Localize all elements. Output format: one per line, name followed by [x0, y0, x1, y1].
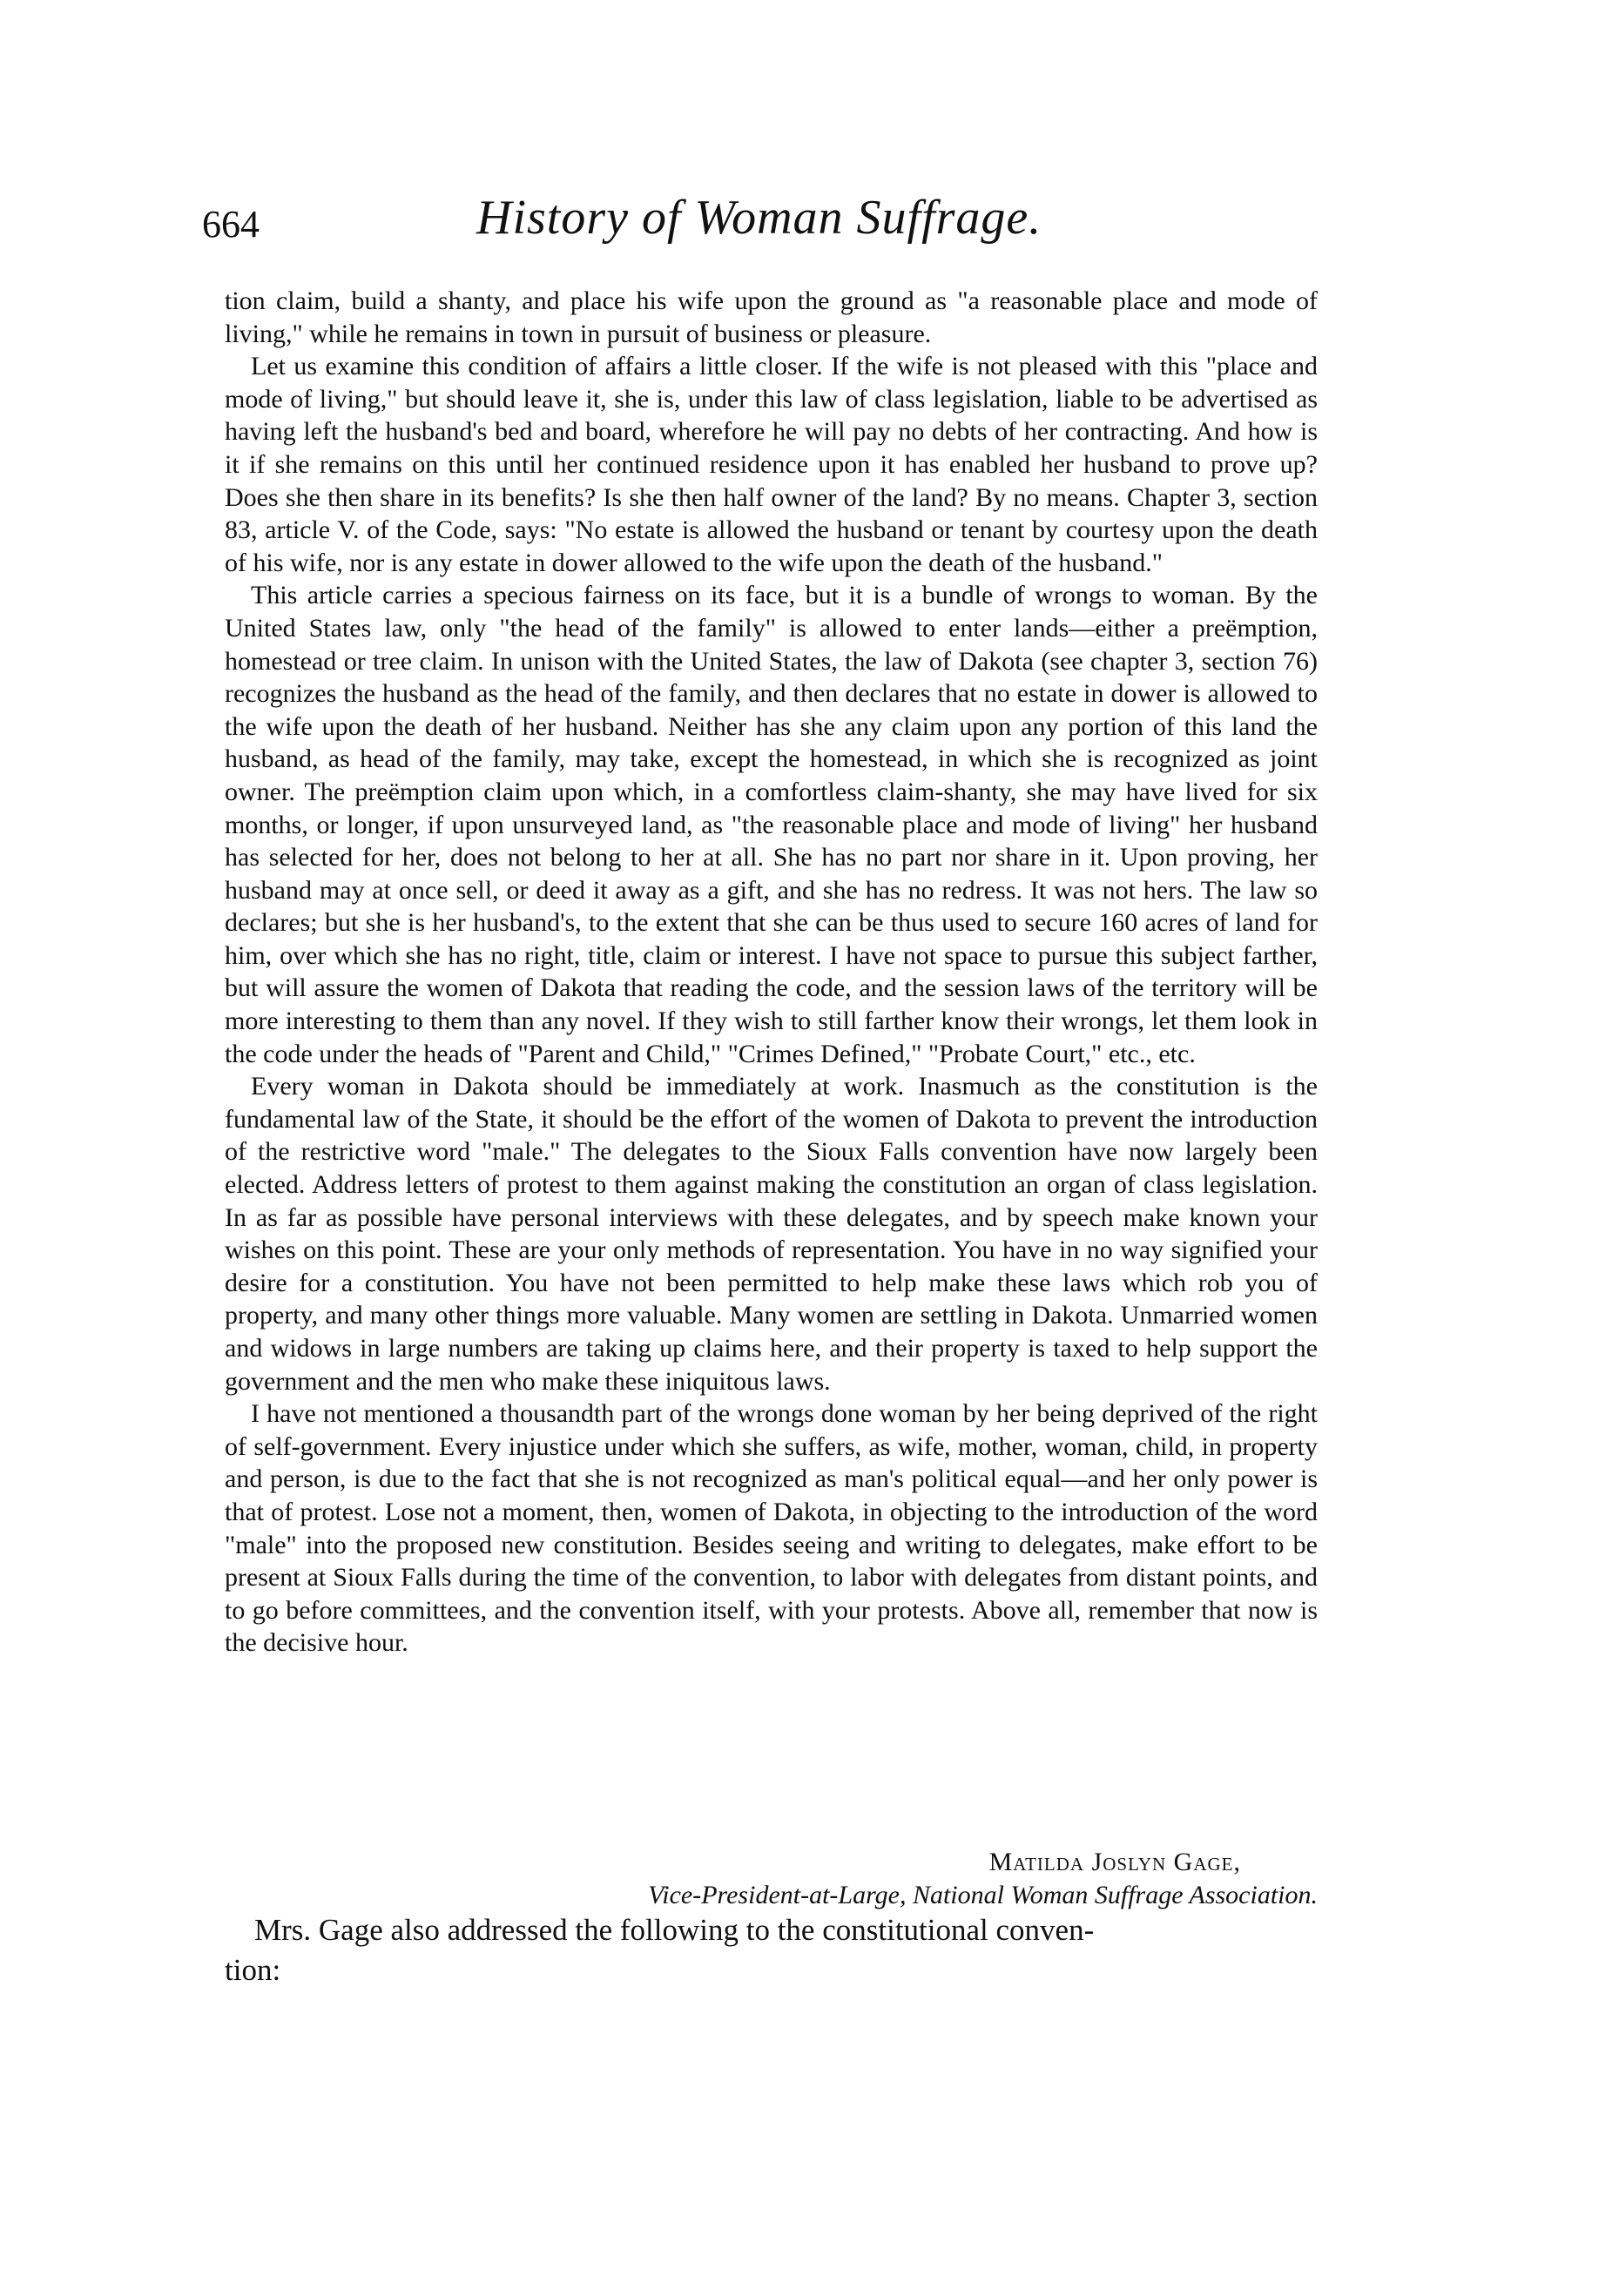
body-text: [225, 285, 1318, 1660]
closing-line-2: tion:: [225, 1953, 281, 1987]
paragraph-5: I have not mentioned a thousandth part of the wrongs done woman by her being deprived of the right of self-government. Every injustice under which she suffers, as wife, mother, woman, child, in property and person, is due to the fact that she is not recognized as man's political equal—and her only power is that of protest. Lose not a moment, then, women of Dakota, in objecting to the introduction of the word "male" into the proposed new constitution. Besides seeing and writing to delegates, make effort to be present at Sioux Falls during the time of the convention, to labor with delegates from distant points, and to go before committees, and the convention itself, with your protests. Above all, remember that now is the decisive hour.: [225, 1399, 1318, 1658]
paragraph-1: tion claim, build a shanty, and place his wife upon the ground as "a reasonable place and mode of living," while he remains in town in pursuit of business or pleasure.: [225, 286, 1318, 348]
running-title: History of Woman Suffrage.: [476, 191, 1042, 245]
page-header: [202, 190, 1108, 259]
paragraph-4: Every woman in Dakota should be immediately at work. Inasmuch as the constitution is the fundamental law of the State, it should be the effort of the women of Dakota to prevent the introduction of the restrictive word "male." The delegates to the Sioux Falls convention have now largely been elected. Address letters of protest to them against making the constitution an organ of class legislation. In as far as possible have personal interviews with these delegates, and by speech make known your wishes on this point. These are your only methods of representation. You have in no way signified your desire for a constitution. You have not been permitted to help make these laws which rob you of property, and many other things more valuable. Many women are settling in Dakota. Unmarried women and widows in large numbers are taking up claims here, and their property is taxed to help support the government and the men who make these iniquitous laws.: [225, 1072, 1318, 1396]
signature-title: Vice-President-at-Large, National Woman Suffrage Association.: [648, 1881, 1318, 1909]
paragraph-3: This article carries a specious fairness on its face, but it is a bundle of wrongs to woman. By the United States law, only "the head of the family" is allowed to enter lands—either a preëmption, homestead or tree claim. In unison with the United States, the law of Dakota (see chapter 3, section 76) recognizes the husband as the head of the family, and then declares that no estate in dower is allowed to the wife upon the death of her husband. Neither has she any claim upon any portion of this land the husband, as head of the family, may take, except the homestead, in which she is recognized as joint owner. The preëmption claim upon which, in a comfortless claim-shanty, she may have lived for six months, or longer, if upon unsurveyed land, as "the reasonable place and mode of living" her husband has selected for her, does not belong to her at all. She has no part nor share in it. Upon proving, her husband may at once sell, or deed it away as a gift, and she has no redress. It was not hers. The law so declares; but she is her husband's, to the extent that she can be thus used to secure 160 acres of land for him, over which she has no right, title, claim or interest. I have not space to pursue this subject farther, but will assure the women of Dakota that reading the code, and the session laws of the territory will be more interesting to them than any novel. If they wish to still farther know their wrongs, let them look in the code under the heads of "Parent and Child," "Crimes Defined," "Probate Court," etc., etc.: [225, 581, 1318, 1068]
paragraph-2: Let us examine this condition of affairs a little closer. If the wife is not pleased with this "place and mode of living," but should leave it, she is, under this law of class legislation, liable to be advertised as having left the husband's bed and board, wherefore he will pay no debts of her contracting. And how is it if she remains on this until her continued residence upon it has enabled her husband to prove up? Does she then share in its benefits? Is she then half owner of the land? By no means. Chapter 3, section 83, article V. of the Code, says: "No estate is allowed the husband or tenant by courtesy upon the death of his wife, nor is any estate in dower allowed to the wife upon the death of the husband.": [225, 352, 1318, 577]
signature-block: [225, 1846, 1318, 1912]
closing-line-1: Mrs. Gage also addressed the following to the constitutional conven-: [254, 1913, 1095, 1947]
signature-name: Matilda Joslyn Gage,: [988, 1848, 1241, 1876]
page-number: 664: [202, 203, 260, 246]
